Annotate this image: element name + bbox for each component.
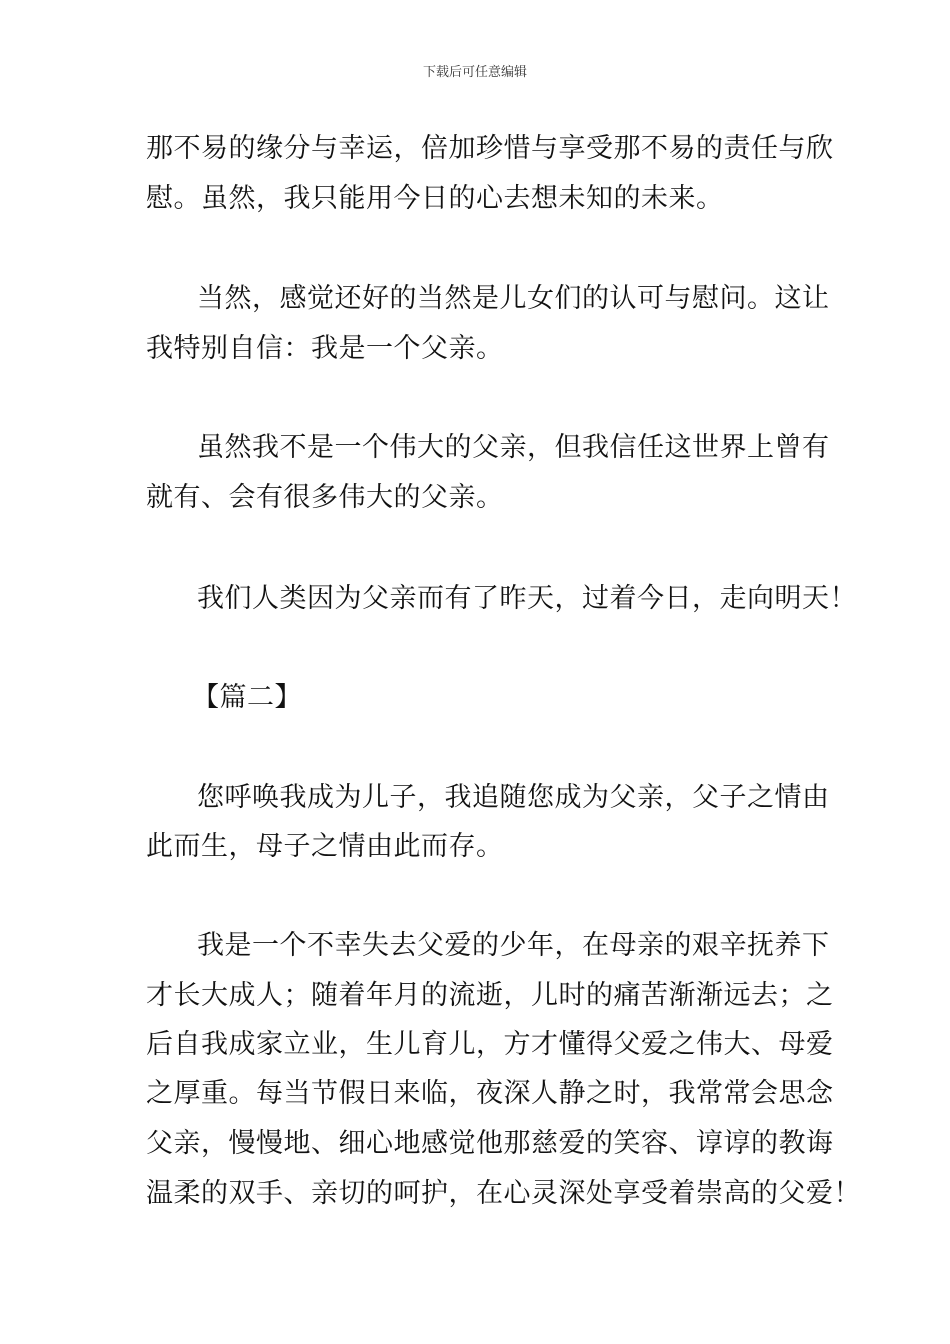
paragraph-5-line-1: 您呼唤我成为儿子，我追随您成为父亲，父子之情由 <box>197 782 830 813</box>
paragraph-4-line-1: 我们人类因为父亲而有了昨天，过着今日，走向明天！ <box>197 583 857 614</box>
paragraph-6-line-3: 后自我成家立业，生儿育儿，方才懂得父爱之伟大、母爱 <box>146 1029 834 1060</box>
paragraph-6-line-6: 温柔的双手、亲切的呵护，在心灵深处享受着崇高的父爱！ <box>146 1178 861 1209</box>
paragraph-6-line-4: 之厚重。每当节假日来临，夜深人静之时，我常常会思念 <box>146 1078 834 1109</box>
paragraph-6-line-1: 我是一个不幸失去父爱的少年，在母亲的艰辛抚养下 <box>197 930 830 961</box>
paragraph-6-line-5: 父亲，慢慢地、细心地感觉他那慈爱的笑容、谆谆的教诲 <box>146 1128 834 1159</box>
paragraph-1-line-1: 那不易的缘分与幸运，倍加珍惜与享受那不易的责任与欣 <box>146 133 834 164</box>
paragraph-6-line-2: 才长大成人；随着年月的流逝，儿时的痛苦渐渐远去；之 <box>146 980 834 1011</box>
paragraph-2-line-2: 我特别自信：我是一个父亲。 <box>146 333 504 364</box>
section-heading: 【篇二】 <box>192 682 302 713</box>
paragraph-3-line-2: 就有、会有很多伟大的父亲。 <box>146 482 504 513</box>
paragraph-3-line-1: 虽然我不是一个伟大的父亲，但我信任这世界上曾有 <box>197 432 830 463</box>
page-header: 下载后可任意编辑 <box>422 65 527 80</box>
paragraph-5-line-2: 此而生，母子之情由此而存。 <box>146 831 504 862</box>
paragraph-2-line-1: 当然，感觉还好的当然是儿女们的认可与慰问。这让 <box>197 283 830 314</box>
paragraph-1-line-2: 慰。虽然，我只能用今日的心去想未知的未来。 <box>146 183 724 214</box>
